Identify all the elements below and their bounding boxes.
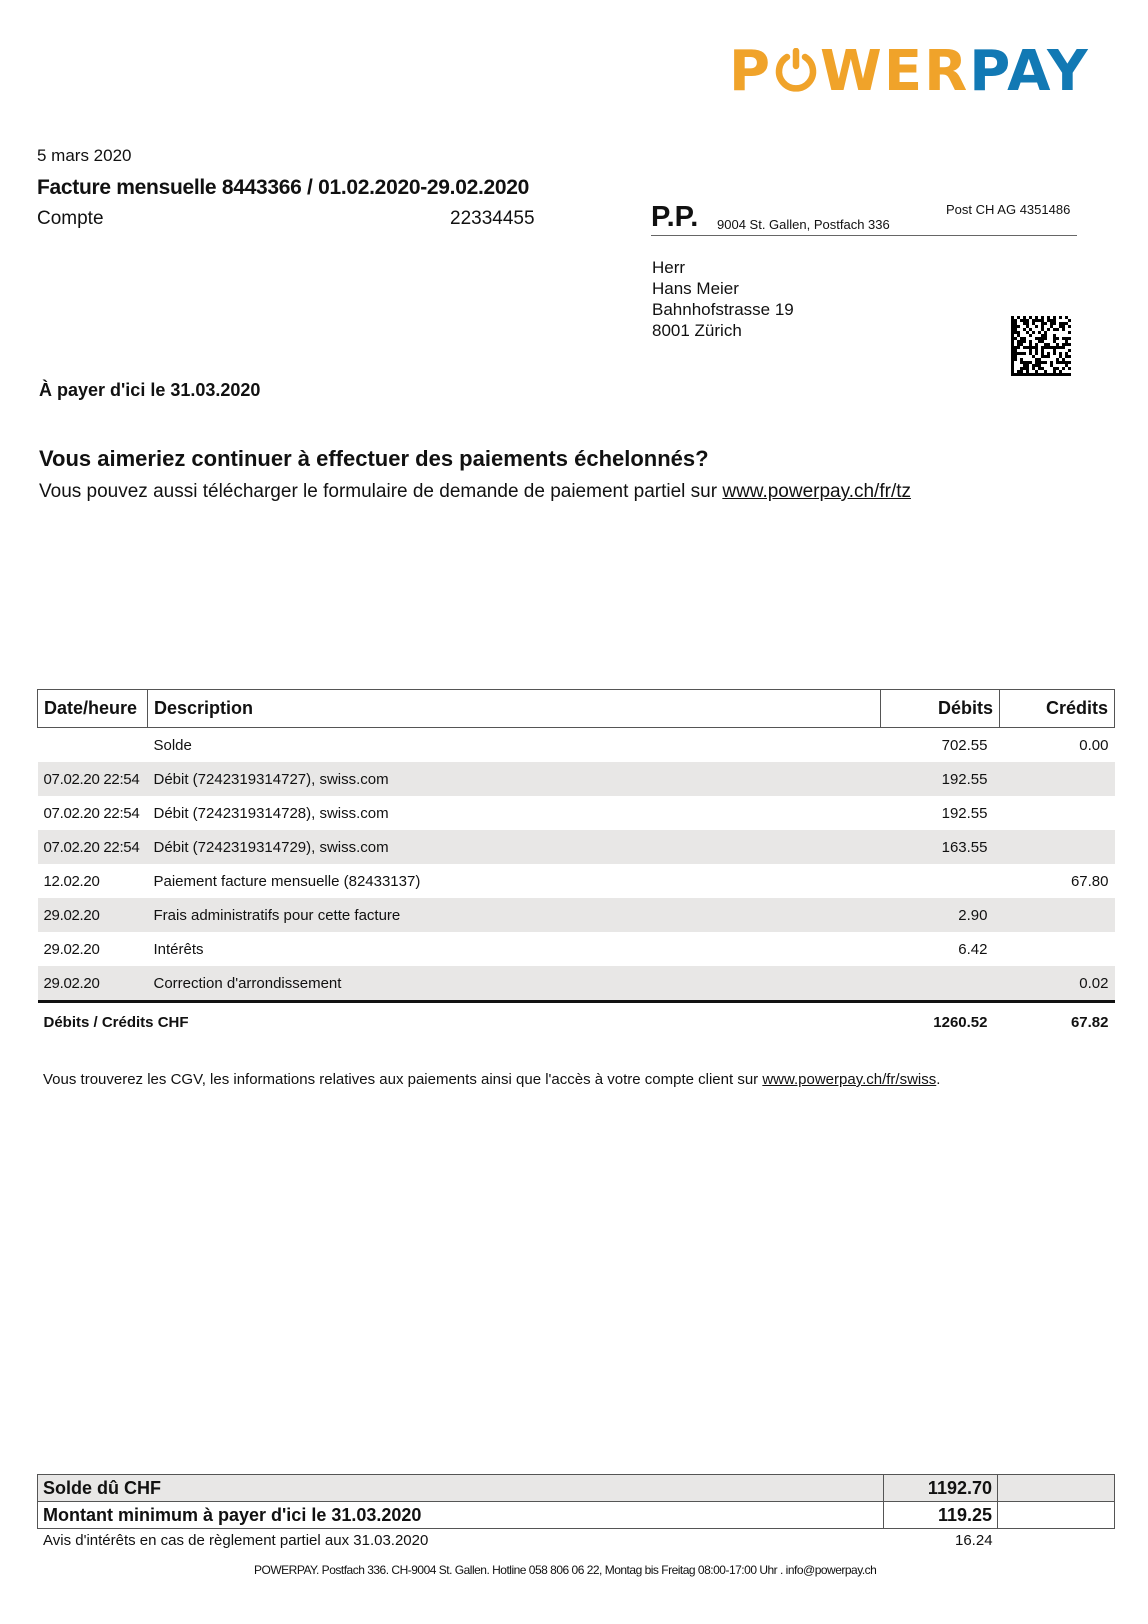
cell-debit: 163.55 bbox=[881, 830, 1000, 864]
balance-label: Solde dû CHF bbox=[38, 1475, 884, 1502]
table-row bbox=[38, 728, 1115, 763]
pp-mark: P.P. bbox=[651, 201, 699, 233]
logo-text-pay: PAY bbox=[969, 39, 1090, 104]
account-number: 22334455 bbox=[450, 208, 535, 229]
post-reference: Post CH AG 4351486 bbox=[946, 202, 1071, 217]
recipient-salutation: Herr bbox=[652, 258, 686, 277]
totals-row bbox=[38, 1002, 1115, 1042]
column-header-description: Description bbox=[148, 690, 881, 728]
cell-date: 29.02.20 bbox=[38, 966, 148, 1002]
cell-debit: 192.55 bbox=[941, 804, 988, 822]
cell-description: Débit (7242319314729), swiss.com bbox=[148, 830, 881, 864]
cell-description: Débit (7242319314727), swiss.com bbox=[148, 762, 881, 796]
powerpay-logo bbox=[729, 39, 1090, 104]
recipient-street: Bahnhofstrasse 19 bbox=[652, 300, 794, 319]
cell-debit: 702.55 bbox=[941, 736, 988, 754]
minimum-label: Montant minimum à payer d'ici le 31.03.2020 bbox=[38, 1502, 884, 1529]
recipient-city: 8001 Zürich bbox=[652, 321, 742, 340]
cell-date: 29.02.20 bbox=[43, 940, 100, 958]
invoice-title: Facture mensuelle 8443366 / 01.02.2020-29.02.2020 bbox=[37, 176, 529, 199]
minimum-row bbox=[38, 1502, 1115, 1529]
power-icon bbox=[774, 46, 818, 90]
cell-credit bbox=[1000, 932, 1115, 966]
table-row bbox=[38, 762, 1115, 796]
cell-debit bbox=[881, 966, 1000, 1002]
promo-text bbox=[39, 481, 911, 503]
table-row bbox=[38, 830, 1115, 864]
cell-credit bbox=[1000, 796, 1115, 830]
promo-headline: Vous aimeriez continuer à effectuer des paiements échelonnés? bbox=[39, 446, 709, 471]
table-row bbox=[38, 966, 1115, 1002]
cell-credit: 0.02 bbox=[1000, 966, 1115, 1002]
cell-debit: 6.42 bbox=[958, 940, 988, 958]
minimum-empty-cell bbox=[998, 1502, 1115, 1529]
cell-date: 12.02.20 bbox=[43, 872, 100, 890]
recipient-address bbox=[652, 257, 794, 341]
invoice-date: 5 mars 2020 bbox=[37, 146, 132, 165]
balance-value: 1192.70 bbox=[884, 1475, 998, 1502]
table-row bbox=[38, 796, 1115, 830]
sender-address: 9004 St. Gallen, Postfach 336 bbox=[717, 217, 890, 232]
cell-description: Correction d'arrondissement bbox=[148, 966, 881, 1002]
cell-credit bbox=[1000, 830, 1115, 864]
logo-text-wer: WER bbox=[820, 39, 970, 104]
cgv-suffix: . bbox=[936, 1071, 941, 1088]
summary-table bbox=[37, 1474, 1115, 1529]
due-date-line: À payer d'ici le 31.03.2020 bbox=[39, 380, 261, 400]
logo-text-p: P bbox=[729, 39, 773, 104]
cell-description: Intérêts bbox=[153, 940, 204, 958]
cell-credit bbox=[1000, 762, 1115, 796]
cell-date: 07.02.20 22:54 bbox=[43, 804, 140, 822]
column-header-debits: Débits bbox=[881, 690, 1000, 728]
cgv-notice bbox=[43, 1071, 940, 1088]
promo-link[interactable]: www.powerpay.ch/fr/tz bbox=[722, 481, 911, 502]
cell-date bbox=[38, 728, 148, 763]
cell-description: Solde bbox=[153, 736, 192, 754]
table-row bbox=[38, 864, 1115, 898]
column-header-date: Date/heure bbox=[38, 690, 148, 728]
minimum-value: 119.25 bbox=[884, 1502, 998, 1529]
transactions-table bbox=[37, 689, 1115, 1041]
totals-label: Débits / Crédits CHF bbox=[43, 1013, 189, 1031]
recipient-name: Hans Meier bbox=[652, 279, 739, 298]
cell-description: Frais administratifs pour cette facture bbox=[148, 898, 881, 932]
cell-credit: 67.80 bbox=[1070, 872, 1109, 890]
interest-notice-value: 16.24 bbox=[955, 1532, 993, 1549]
balance-row bbox=[38, 1475, 1115, 1502]
cell-description: Débit (7242319314728), swiss.com bbox=[153, 804, 389, 822]
cell-date: 07.02.20 22:54 bbox=[38, 830, 148, 864]
table-header-row bbox=[38, 690, 1115, 728]
totals-debit: 1260.52 bbox=[933, 1013, 988, 1031]
cell-date: 29.02.20 bbox=[38, 898, 148, 932]
interest-notice-label: Avis d'intérêts en cas de règlement partiel aux 31.03.2020 bbox=[43, 1532, 429, 1549]
cell-debit bbox=[881, 864, 1000, 898]
table-row bbox=[38, 932, 1115, 966]
cell-credit: 0.00 bbox=[1079, 736, 1109, 754]
cgv-link[interactable]: www.powerpay.ch/fr/swiss bbox=[762, 1071, 937, 1088]
cell-date: 07.02.20 22:54 bbox=[38, 762, 148, 796]
account-label: Compte bbox=[37, 208, 104, 229]
cell-credit bbox=[1000, 898, 1115, 932]
totals-credit: 67.82 bbox=[1070, 1013, 1109, 1031]
balance-empty-cell bbox=[998, 1475, 1115, 1502]
footer-contact: POWERPAY. Postfach 336. CH-9004 St. Gallen. Hotline 058 806 06 22, Montag bis Freitag 08:00-17:00 Uhr . info@powerpay.ch bbox=[254, 1563, 877, 1577]
column-header-credits: Crédits bbox=[1000, 690, 1115, 728]
postal-divider bbox=[651, 235, 1077, 236]
table-row bbox=[38, 898, 1115, 932]
cgv-text: Vous trouverez les CGV, les informations relatives aux paiements ainsi que l'accès à votre compte client sur bbox=[43, 1071, 763, 1088]
cell-debit: 2.90 bbox=[881, 898, 1000, 932]
datamatrix-code bbox=[1011, 316, 1071, 376]
cell-description: Paiement facture mensuelle (82433137) bbox=[153, 872, 421, 890]
cell-debit: 192.55 bbox=[881, 762, 1000, 796]
promo-text-body: Vous pouvez aussi télécharger le formulaire de demande de paiement partiel sur bbox=[39, 481, 723, 502]
